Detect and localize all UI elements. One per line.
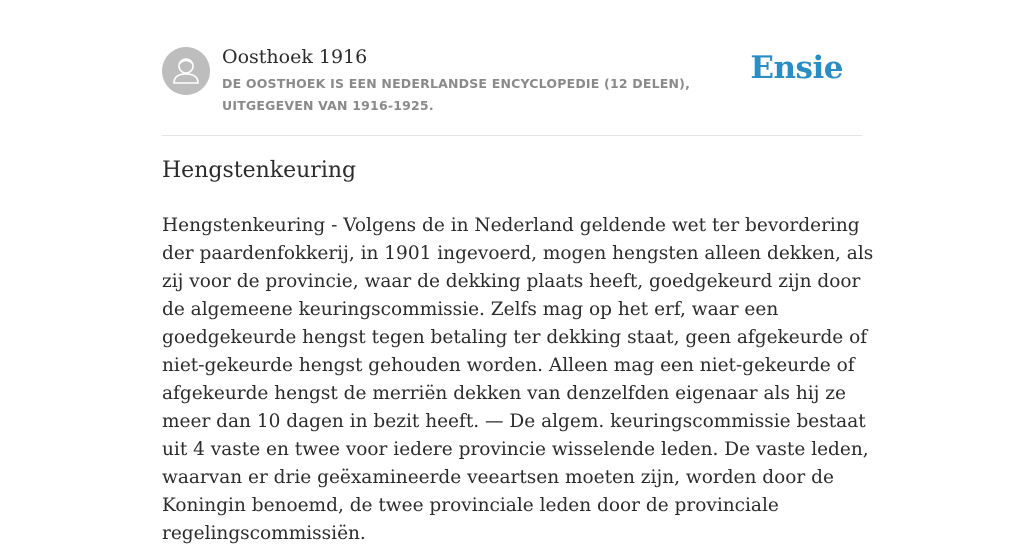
article-title: Hengstenkeuring: [162, 158, 357, 183]
source-description: DE OOSTHOEK IS EEN NEDERLANDSE ENCYCLOPEDIE (12 DELEN), UITGEGEVEN VAN 1916-1925.: [222, 76, 691, 113]
user-avatar-icon[interactable]: [162, 47, 210, 95]
source-header: [162, 44, 862, 136]
source-title[interactable]: Oosthoek 1916: [222, 46, 368, 68]
ensie-logo[interactable]: Ensie: [750, 50, 843, 86]
article-body: Hengstenkeuring - Volgens de in Nederland geldende wet ter bevordering der paardenfokkerij, in 1901 ingevoerd, mogen hengsten alleen dekken, als zij voor de provincie, waar de dekking plaats heeft, goedgekeurd zijn door de algemeene keuringscommissie. Zelfs mag op het erf, waar een goedgekeurde hengst tegen betaling ter dekking staat, geen afgekeurde of niet-gekeurde hengst gehouden worden. Alleen mag een niet-gekeurde of afgekeurde hengst de merriën dekken van denzelfden eigenaar als hij ze meer dan 10 dagen in bezit heeft. — De algem. keuringscommissie bestaat uit 4 vaste en twee voor iedere provincie wisselende leden. De vaste leden, waarvan er drie geëxamineerde veeartsen moeten zijn, worden door de Koningin benoemd, de twee provinciale leden door de provinciale regelingscommissiën.: [162, 215, 874, 544]
